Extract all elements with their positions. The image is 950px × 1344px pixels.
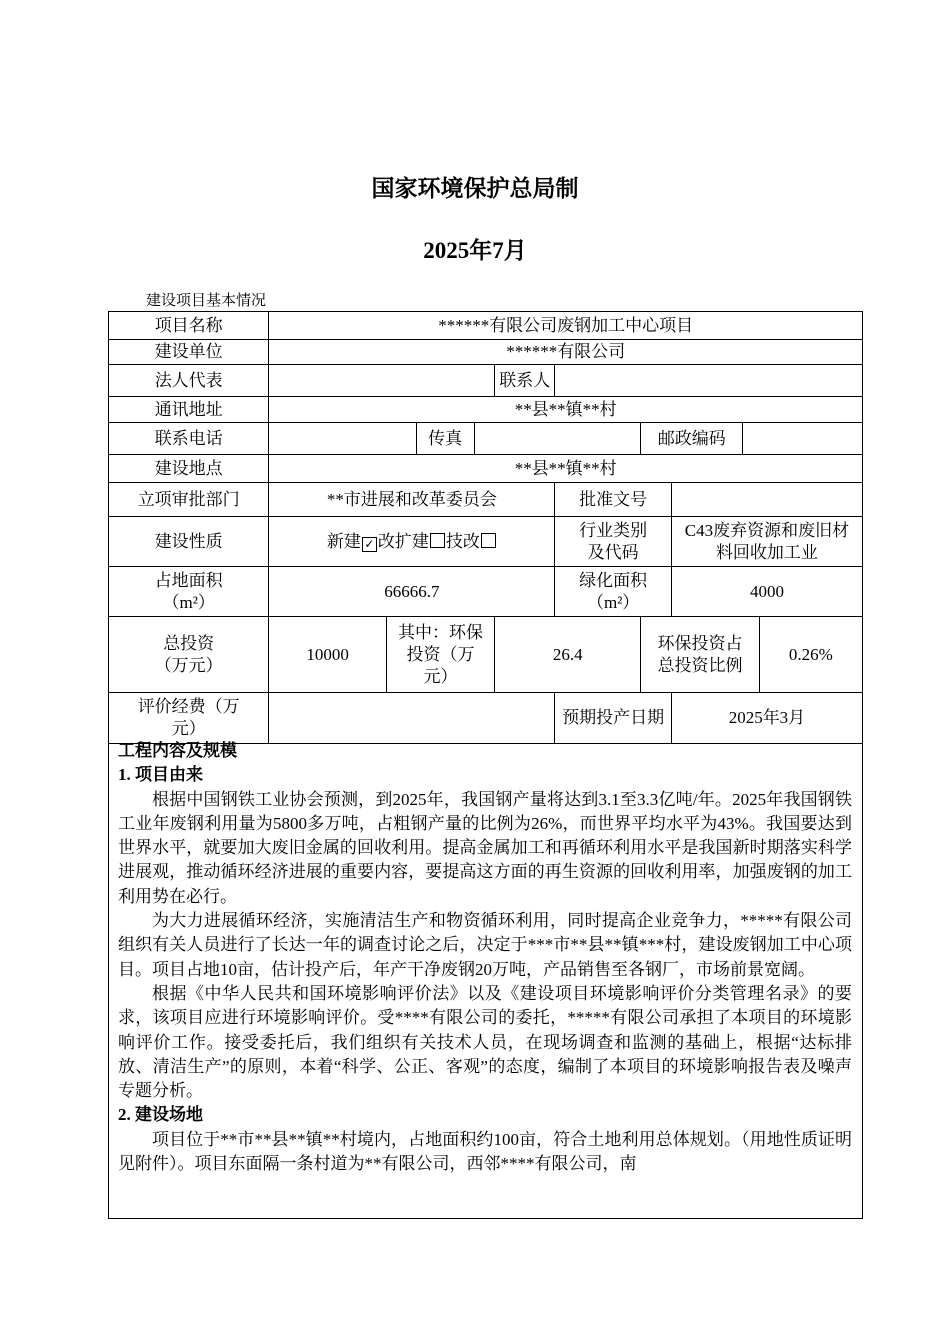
table-row	[109, 397, 863, 423]
phone-value	[269, 423, 416, 455]
green-area-value: 4000	[671, 567, 862, 617]
ratio-value: 0.26%	[759, 617, 862, 693]
total-invest-unit: （万元）	[154, 655, 223, 675]
site-value: **县**镇**村	[269, 455, 863, 483]
table-row	[109, 693, 863, 744]
industry-label	[555, 517, 671, 567]
industry-value-line1: C43废弃资源和废旧材	[684, 520, 850, 540]
section-1-paragraph-3: 根据《中华人民共和国环境影响评价法》以及《建设项目环境影响评价分类管理名录》的要求，该项目应进行环境影响评价。受****有限公司的委托，*****有限公司承担了本项目的环境影响评价工作。接受委托后，我们组织有关技术人员，在现场调查和监测的基础上，根据“达标排放、清洁生产”的原则，本着“科学、公正、客观”的态度，编制了本项目的环境影响报告表及噪声专题分析。	[118, 983, 852, 1101]
nature-label: 建设性质	[109, 517, 269, 567]
industry-value	[671, 517, 862, 567]
table-row	[109, 517, 863, 567]
date-title: 2025年7月	[423, 238, 527, 263]
land-area-unit: （m²）	[162, 592, 215, 612]
green-area-label-text: 绿化面积	[579, 570, 648, 590]
total-invest-label	[109, 617, 269, 693]
fax-value	[474, 423, 641, 455]
builder-label: 建设单位	[109, 340, 269, 365]
table-caption: 建设项目基本情况	[146, 293, 267, 309]
content-bottom-border	[109, 1218, 862, 1219]
eval-fee-label-line1: 评价经费（万	[137, 697, 240, 716]
builder-value: ******有限公司	[269, 340, 863, 365]
table-row	[109, 617, 863, 693]
table-row	[109, 312, 863, 340]
fax-label: 传真	[416, 423, 474, 455]
nature-tech-label: 技改	[445, 531, 480, 551]
project-info-table	[108, 311, 863, 744]
green-area-label	[555, 567, 671, 617]
postcode-value	[743, 423, 863, 455]
phone-label: 联系电话	[109, 423, 269, 455]
env-invest-label-line1: 其中：环保	[398, 622, 484, 642]
project-content-box	[108, 739, 863, 1219]
content-heading: 工程内容及规模	[118, 741, 237, 760]
table-row	[109, 567, 863, 617]
table-row	[109, 483, 863, 517]
postcode-label: 邮政编码	[641, 423, 743, 455]
table-row	[109, 455, 863, 483]
env-invest-value: 26.4	[495, 617, 641, 693]
checkbox-empty-icon	[430, 533, 445, 548]
table-row	[109, 340, 863, 365]
approval-no-value	[671, 483, 862, 517]
eval-fee-label	[109, 693, 269, 744]
table-row	[109, 423, 863, 455]
project-name-label: 项目名称	[109, 312, 269, 340]
checkbox-empty-icon	[481, 533, 496, 548]
section-1-paragraph-1: 根据中国钢铁工业协会预测，到2025年，我国钢产量将达到3.1至3.3亿吨/年。2025年我国钢铁工业年废钢利用量为5800多万吨，占粗钢产量的比例为26%，而世界平均水平为43%。我国要达到世界水平，就要加大废旧金属的回收利用。提高金属加工和再循环利用水平是我国新时期落实科学进展观，推动循环经济进展的重要内容，要提高这方面的再生资源的回收利用率，加强废钢的加工利用势在必行。	[118, 789, 852, 906]
industry-value-line2: 料回收加工业	[715, 542, 818, 562]
approval-no-label: 批准文号	[555, 483, 671, 517]
nature-expand-label: 改扩建	[377, 531, 429, 551]
section-2-title: 2. 建设场地	[118, 1105, 203, 1125]
land-area-value: 66666.7	[269, 567, 555, 617]
land-area-label-text: 占地面积	[154, 570, 223, 590]
nature-options	[269, 517, 555, 567]
site-label: 建设地点	[109, 455, 269, 483]
approval-dept-value: **市进展和改革委员会	[269, 483, 555, 517]
address-value: **县**镇**村	[269, 397, 863, 423]
prod-date-value: 2025年3月	[671, 693, 862, 744]
eval-fee-value	[269, 693, 555, 744]
section-1-paragraph-2: 为大力进展循环经济，实施清洁生产和物资循环利用，同时提高企业竞争力，*****有限公司组织有关人员进行了长达一年的调查讨论之后，决定于***市**县**镇***村，建设废钢加工中心项目。项目占地10亩，估计投产后，年产干净废钢20万吨，产品销售至各钢厂，市场前景宽阔。	[118, 911, 852, 979]
eval-fee-label-line2: 元）	[171, 719, 206, 738]
env-invest-label	[386, 617, 494, 693]
approval-dept-label: 立项审批部门	[109, 483, 269, 517]
ratio-label-line2: 总投资比例	[657, 655, 743, 675]
env-invest-label-line2: 投资（万	[406, 644, 475, 664]
green-area-unit: （m²）	[586, 592, 640, 612]
table-row	[109, 365, 863, 397]
contact-value	[555, 365, 863, 397]
section-2-paragraph-1: 项目位于**市**县**镇**村境内，占地面积约100亩，符合土地利用总体规划。（用地性质证明见附件）。项目东面隔一条村道为**有限公司，西邻****有限公司，南	[118, 1129, 852, 1174]
issuer-title: 国家环境保护总局制	[371, 176, 579, 201]
legal-rep-label: 法人代表	[109, 365, 269, 397]
total-invest-label-text: 总投资	[163, 633, 215, 653]
ratio-label-line1: 环保投资占	[657, 633, 743, 653]
legal-rep-value	[269, 365, 495, 397]
land-area-label	[109, 567, 269, 617]
check-icon: ✓	[362, 537, 377, 552]
total-invest-value: 10000	[269, 617, 386, 693]
project-name-value: ******有限公司废钢加工中心项目	[269, 312, 863, 340]
nature-new-label: 新建	[326, 531, 361, 551]
industry-label-line1: 行业类别	[579, 520, 648, 540]
env-invest-label-line3: 元）	[423, 666, 458, 686]
address-label: 通讯地址	[109, 397, 269, 423]
ratio-label	[641, 617, 760, 693]
prod-date-label: 预期投产日期	[555, 693, 671, 744]
section-1-title: 1. 项目由来	[118, 765, 203, 785]
contact-label: 联系人	[495, 365, 555, 397]
industry-label-line2: 及代码	[587, 542, 639, 562]
